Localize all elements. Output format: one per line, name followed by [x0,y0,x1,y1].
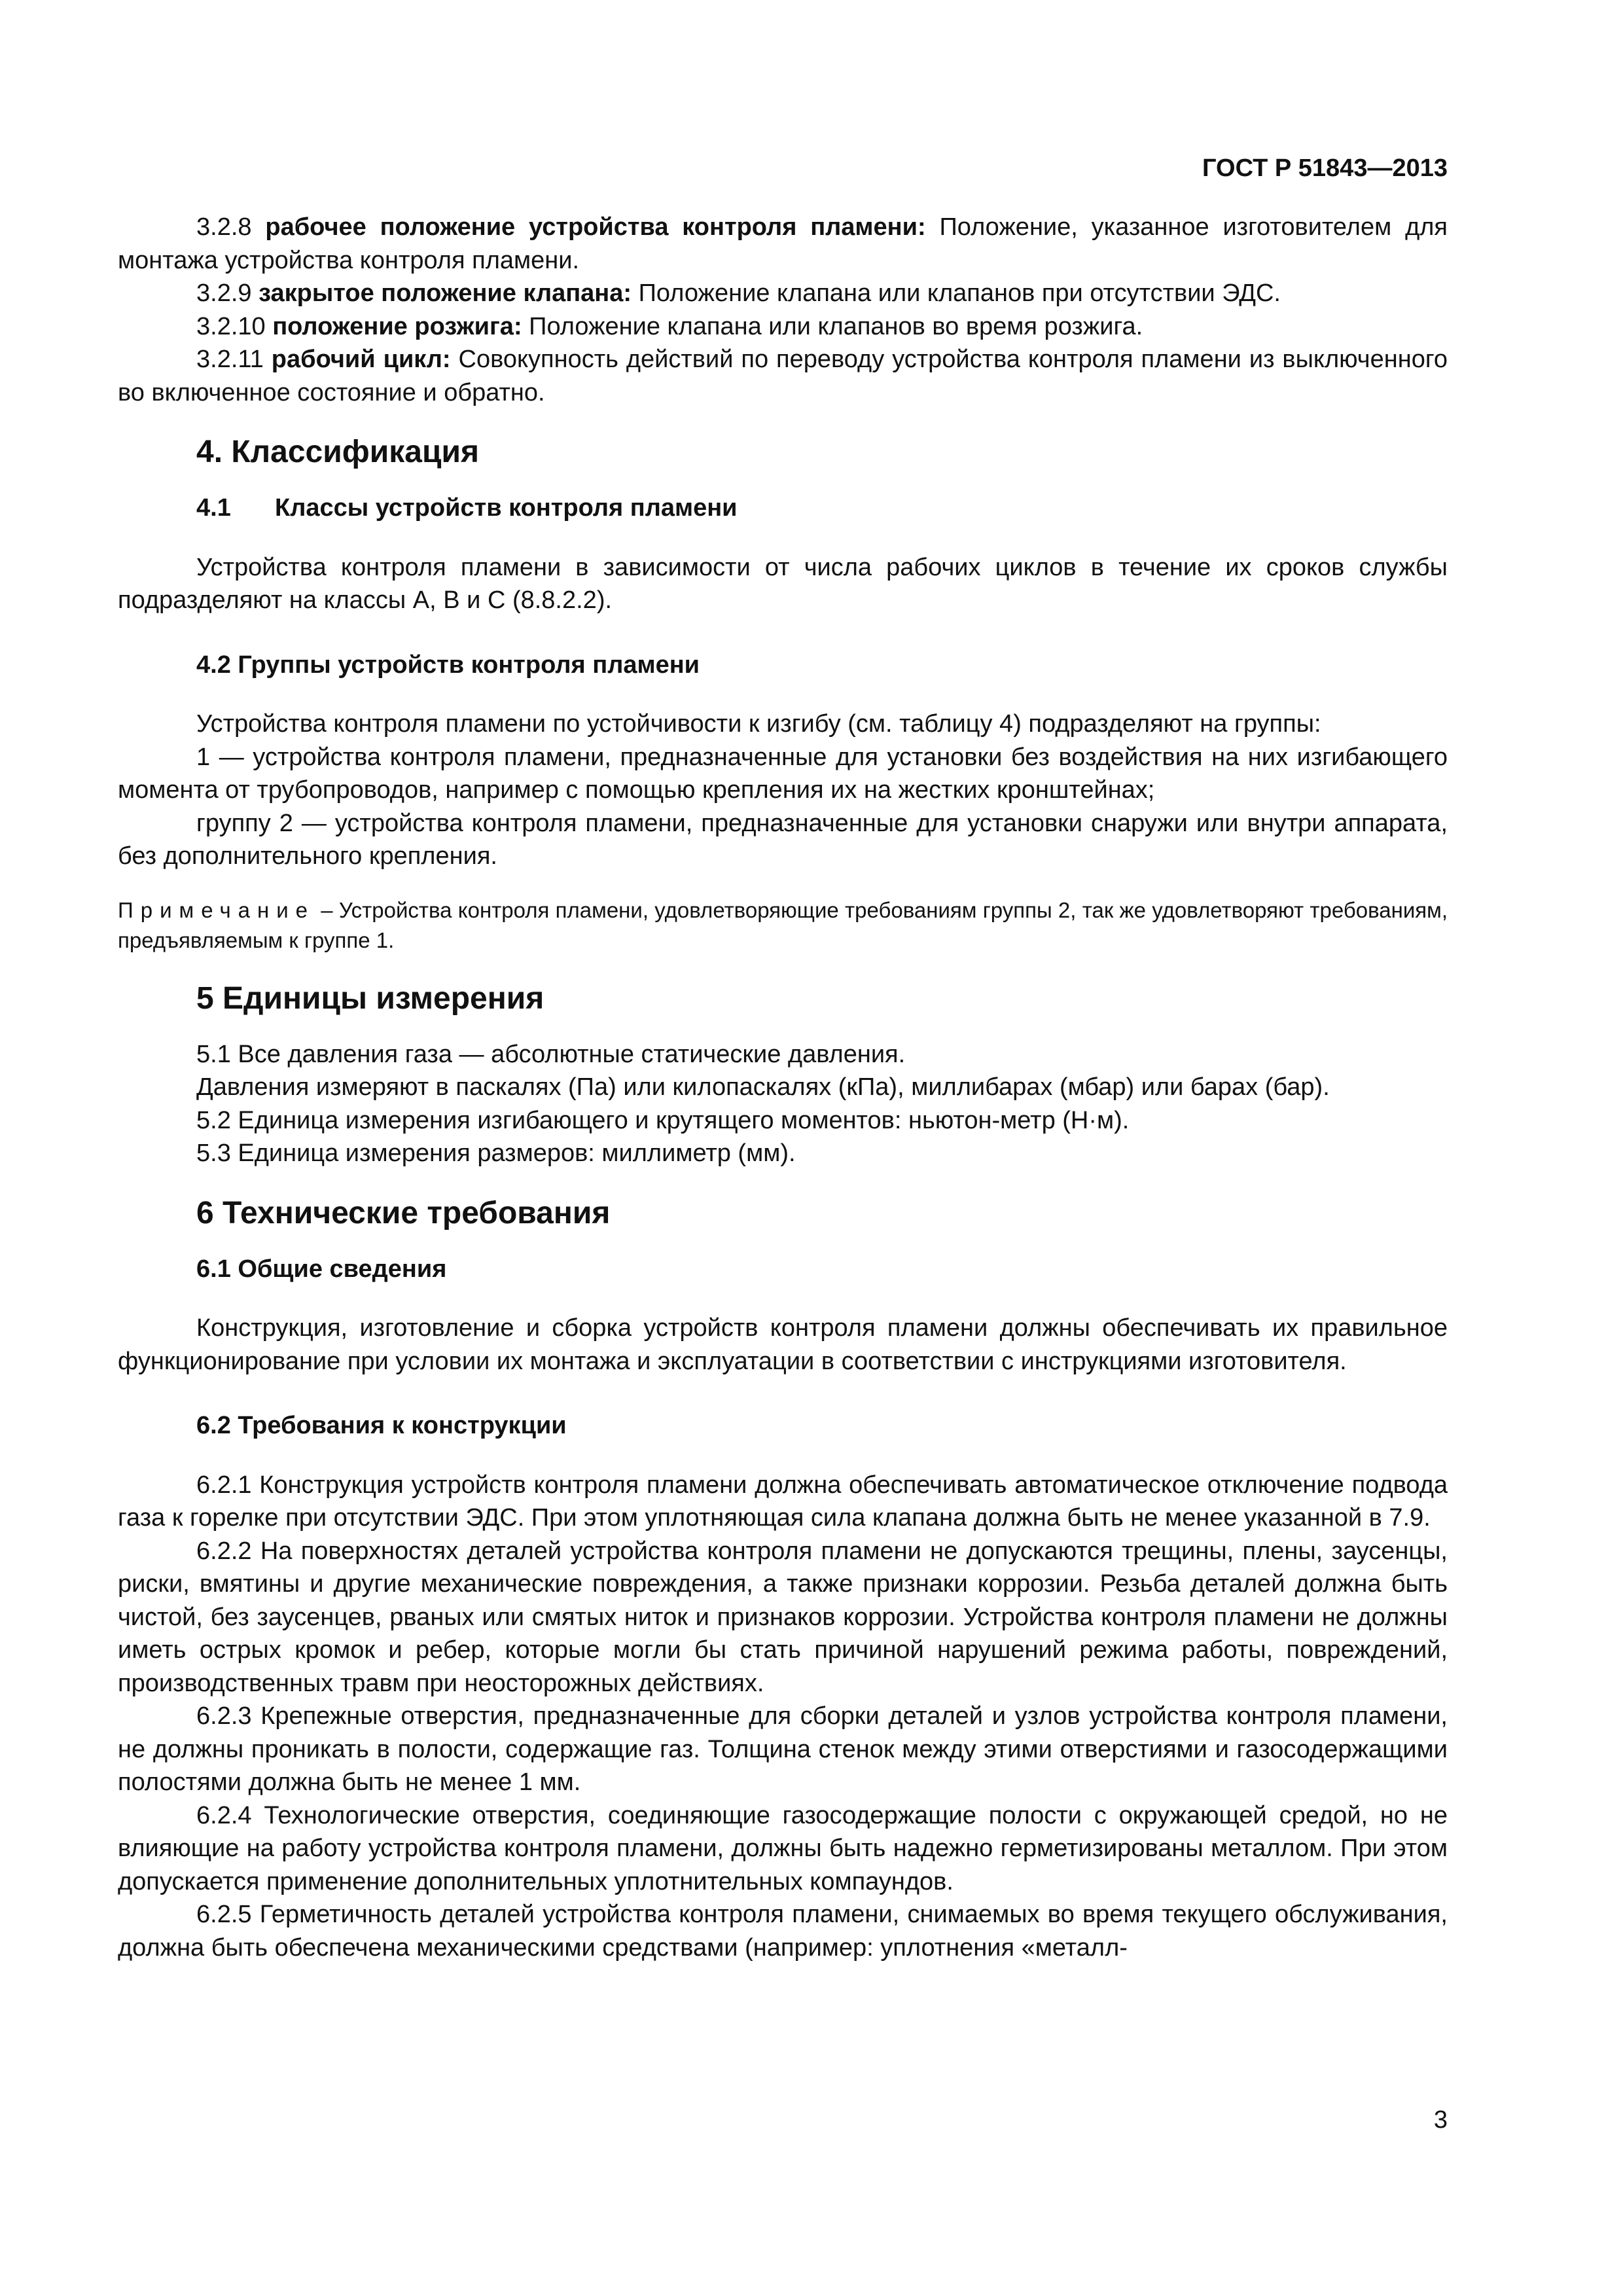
section-6-2-5-text: 6.2.5 Герметичность деталей устройства контроля пламени, снимаемых во время текущего обслуживания, должна быть обеспечена механическими средствами (например: уплотнения «металл- [118,1901,1448,1962]
definition-3-2-11: 3.2.11 рабочий цикл: Совокупность действий по переводу устройства контроля пламени из выключенного во включенное состояние и обратно. [118,346,1448,406]
section-6-heading: 6 Технические требования [196,1195,611,1230]
section-6-2-1-text: 6.2.1 Конструкция устройств контроля пламени должна обеспечивать автоматическое отключение подвода газа к горелке при отсутствии ЭДС. При этом уплотняющая сила клапана должна быть не менее указанной в 7.9. [118,1471,1448,1532]
section-6-1-text: Конструкция, изготовление и сборка устройств контроля пламени должны обеспечивать их правильное функционирование при условии их монтажа и эксплуатации в соответствии с инструкциями изготовителя. [118,1314,1448,1375]
definition-3-2-8: 3.2.8 рабочее положение устройства контроля пламени: Положение, указанное изготовителем для монтажа устройства контроля пламени. [118,213,1448,274]
section-6-1-heading: 6.1 Общие сведения [196,1255,447,1283]
section-5-heading: 5 Единицы измерения [196,980,544,1016]
section-4-2-text: Устройства контроля пламени по устойчивости к изгибу (см. таблицу 4) подразделяют на группы: [196,710,1321,738]
section-6-2-heading: 6.2 Требования к конструкции [196,1412,567,1439]
section-5-1-text: 5.1 Все давления газа — абсолютные статические давления. [196,1040,906,1068]
note-paragraph: Примечание – Устройства контроля пламени, удовлетворяющие требованиям группы 2, так же удовлетворяют требованиям, предъявляемым к группе 1. [118,897,1448,952]
section-6-2-2-text: 6.2.2 На поверхностях деталей устройства контроля пламени не допускаются трещины, плены, заусенцы, риски, вмятины и другие механические повреждения, а также признаки коррозии. Резьба деталей должна быть чистой, без заусенцев, рваных или смятых ниток и признаков коррозии. Устройства контроля пламени не должны иметь острых кромок и ребер, которые могли бы стать причиной нарушений режима работы, повреждений, производственных травм при неосторожных действиях. [118,1537,1448,1697]
section-5-3-text: 5.3 Единица измерения размеров: миллиметр (мм). [196,1139,796,1167]
section-4-1-heading: 4.1 Классы устройств контроля пламени [196,494,738,522]
section-5-1-text-cont: Давления измеряют в паскалях (Па) или килопаскалях (кПа), миллибарах (мбар) или барах (бар). [196,1073,1330,1101]
page-number: 3 [1433,2106,1448,2134]
section-4-2-group-2: группу 2 — устройства контроля пламени, предназначенные для установки снаружи или внутри аппарата, без дополнительного крепления. [118,809,1448,870]
definition-3-2-10: 3.2.10 положение розжига: Положение клапана или клапанов во время розжига. [196,312,1143,340]
section-5-2-text: 5.2 Единица измерения изгибающего и крутящего моментов: ньютон-метр (Н·м). [196,1106,1130,1134]
section-4-heading: 4. Классификация [196,435,479,469]
section-6-2-3-text: 6.2.3 Крепежные отверстия, предназначенные для сборки деталей и узлов устройства контроля пламени, не должны проникать в полости, содержащие газ. Толщина стенок между этими отверстиями и газосодержащими полостями должна быть не менее 1 мм. [118,1702,1448,1796]
section-6-2-4-text: 6.2.4 Технологические отверстия, соединяющие газосодержащие полости с окружающей средой, но не влияющие на работу устройства контроля пламени, должны быть надежно герметизированы металлом. При этом допускается применение дополнительных уплотнительных компаундов. [118,1801,1448,1895]
section-4-1-text: Устройства контроля пламени в зависимости от числа рабочих циклов в течение их сроков службы подразделяют на классы А, В и С (8.8.2.2). [118,553,1448,614]
definition-3-2-9: 3.2.9 закрытое положение клапана: Положение клапана или клапанов при отсутствии ЭДС. [196,279,1281,307]
note-label: Примечание [118,897,315,922]
document-body [118,211,1448,1964]
section-4-2-group-1: 1 — устройства контроля пламени, предназначенные для установки без воздействия на них изгибающего момента от трубопроводов, например с помощью крепления их на жестких кронштейнах; [118,743,1448,804]
section-4-2-heading: 4.2 Группы устройств контроля пламени [196,651,700,679]
document-id-header: ГОСТ Р 51843—2013 [1202,154,1448,182]
